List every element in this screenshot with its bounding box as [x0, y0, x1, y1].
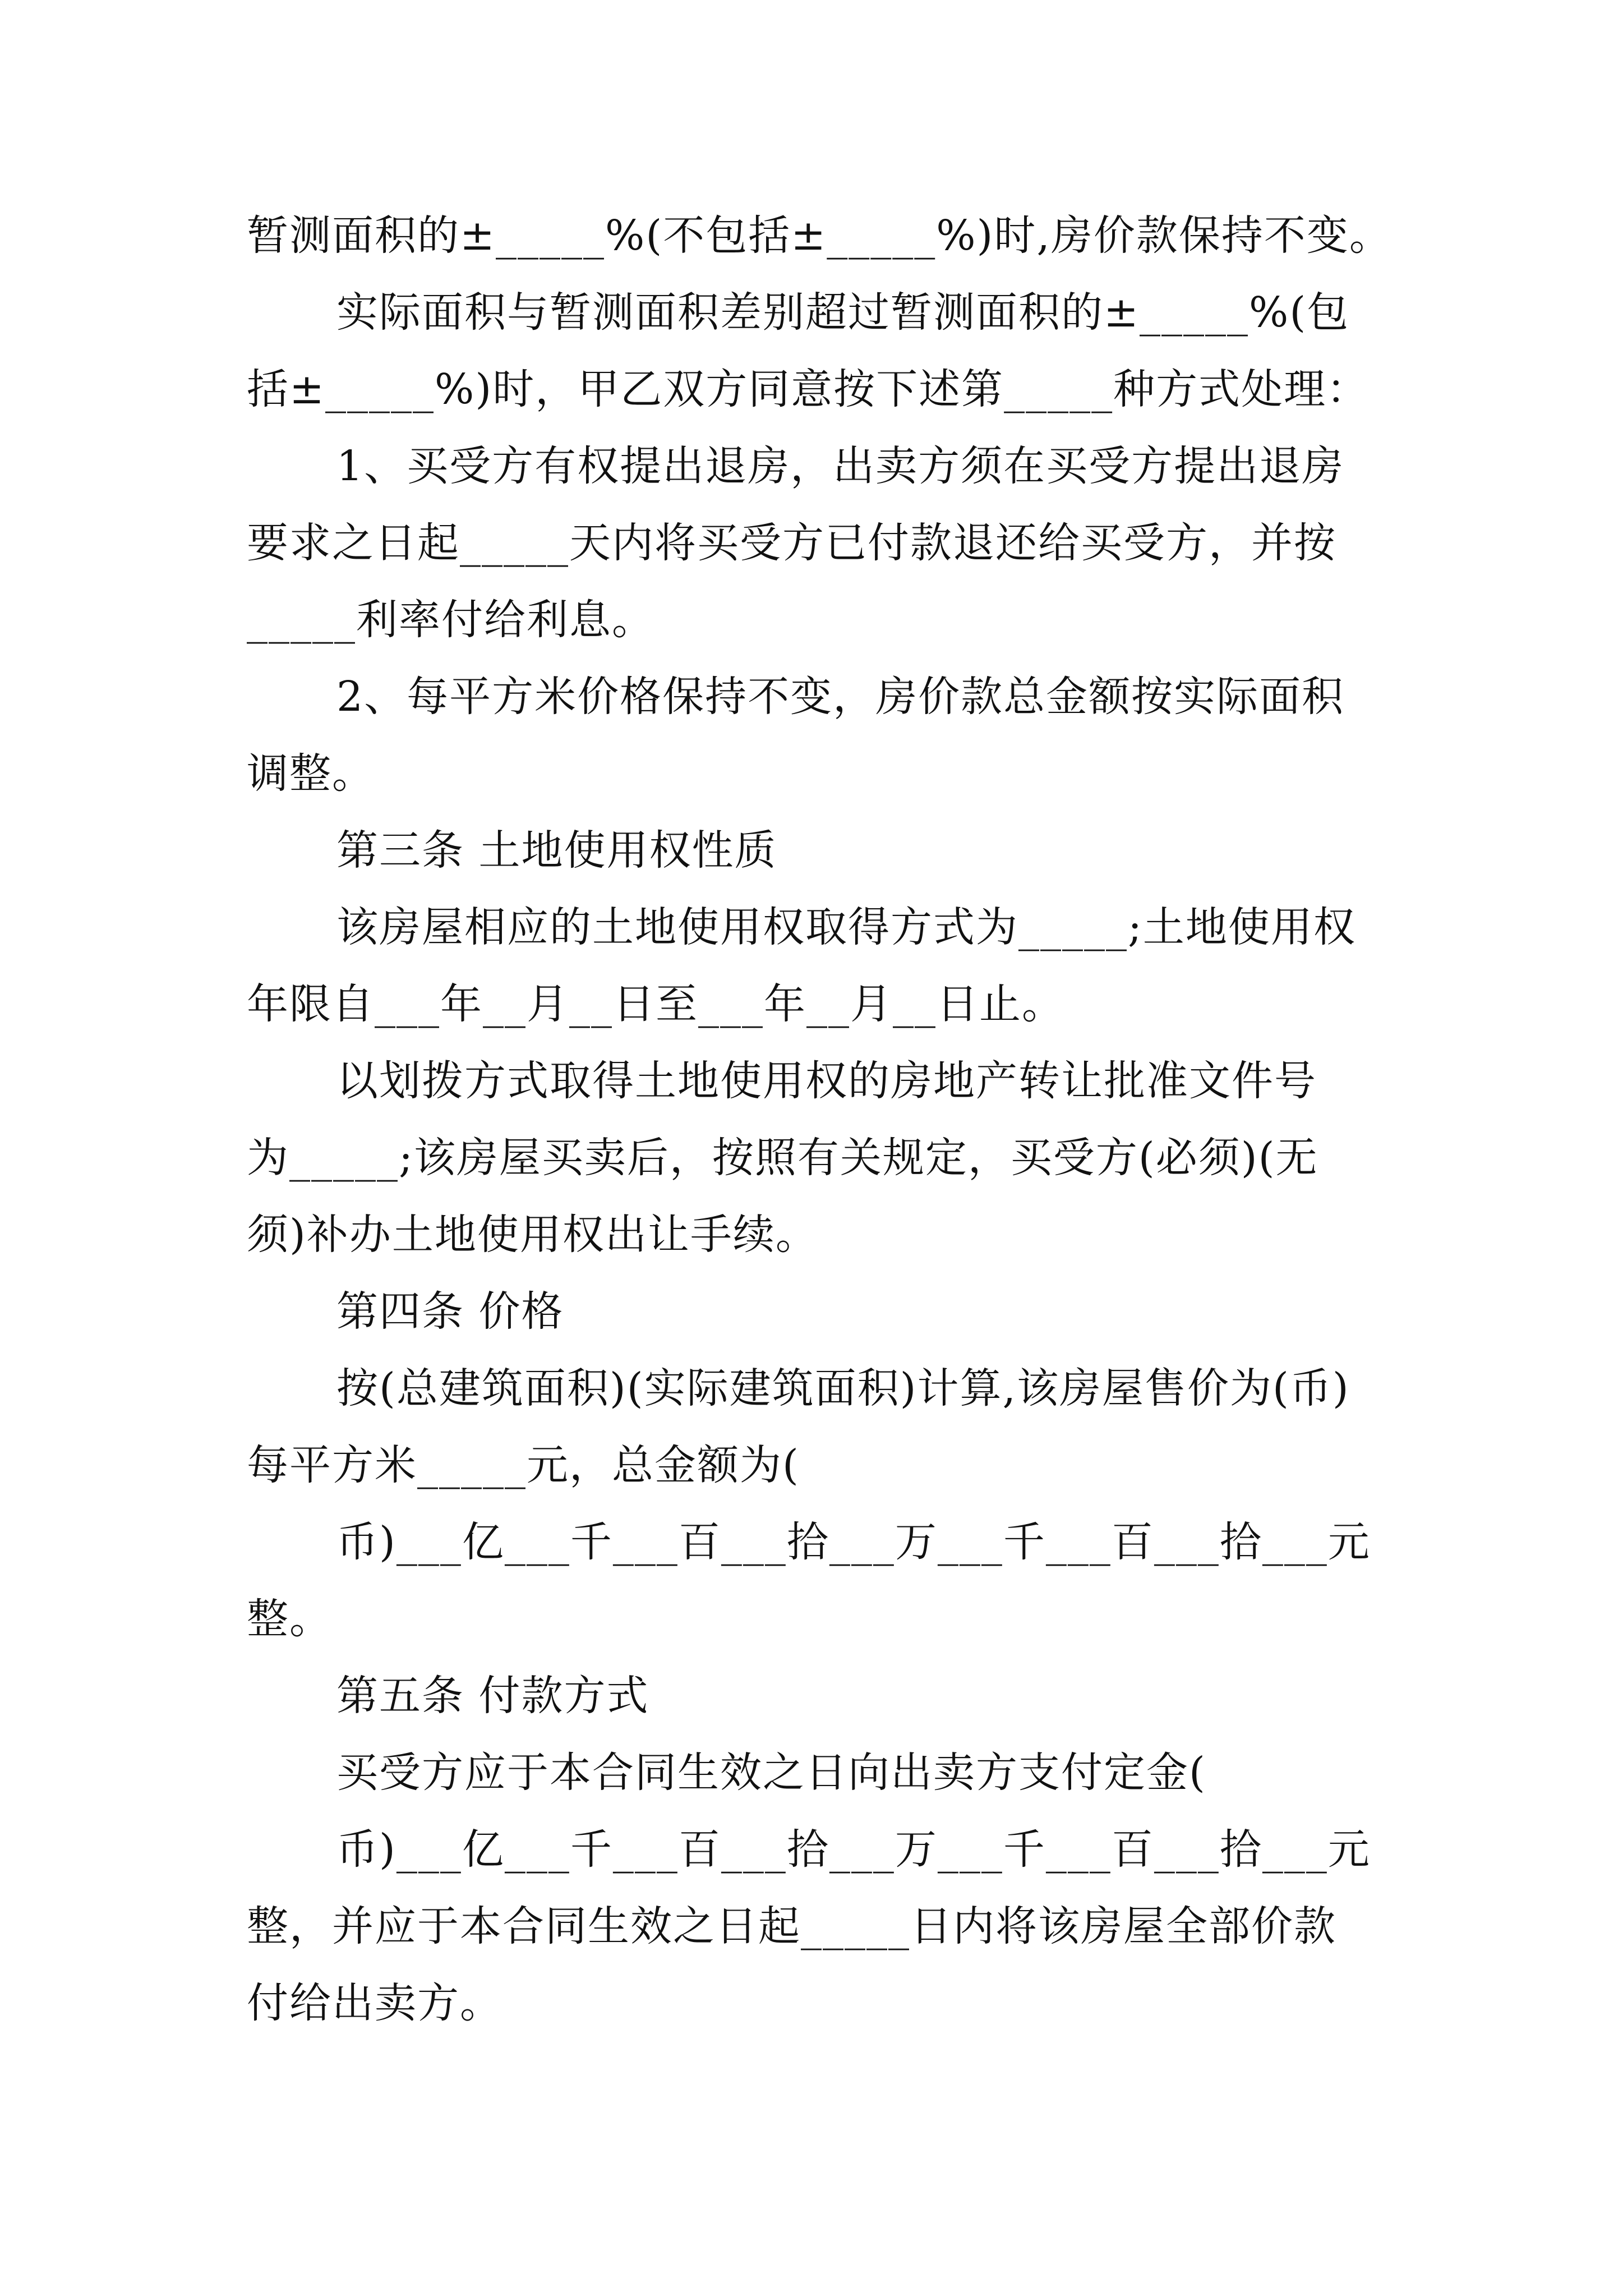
text-line: 须)补办土地使用权出让手续。 [247, 1211, 818, 1259]
text-line: 要求之日起_____天内将买受方已付款退还给买受方，并按 [247, 519, 1336, 567]
text-line: 整，并应于本合同生效之日起_____日内将该房屋全部价款 [247, 1902, 1336, 1950]
text-line: 括±_____%)时，甲乙双方同意按下述第_____种方式处理： [247, 365, 1370, 413]
text-line: 调整。 [247, 749, 375, 798]
text-line: 1、买受方有权提出退房，出卖方须在买受方提出退房 [336, 442, 1345, 490]
text-line: 暂测面积的±_____%(不包括±_____%)时,房价款保持不变。 [247, 211, 1392, 260]
text-line: 该房屋相应的土地使用权取得方式为_____;土地使用权 [336, 903, 1356, 951]
text-line: 2、每平方米价格保持不变，房价款总金额按实际面积 [336, 673, 1345, 721]
text-line: 按(总建筑面积)(实际建筑面积)计算,该房屋售价为(币) [336, 1364, 1350, 1412]
text-line: 付给出卖方。 [247, 1979, 502, 2027]
text-line: 币)___亿___千___百___拾___万___千___百___拾___元 [336, 1825, 1371, 1874]
text-line: 币)___亿___千___百___拾___万___千___百___拾___元 [336, 1518, 1371, 1566]
text-line: 实际面积与暂测面积差别超过暂测面积的±_____%(包 [336, 288, 1350, 337]
text-line: 整。 [247, 1595, 332, 1643]
text-line: 为_____;该房屋买卖后，按照有关规定，买受方(必须)(无 [247, 1134, 1318, 1182]
text-line: 每平方米_____元，总金额为( [247, 1441, 800, 1489]
section-heading: 第五条 付款方式 [336, 1672, 649, 1720]
text-line: 年限自___年__月__日至___年__月__日止。 [247, 980, 1064, 1028]
section-heading: 第四条 价格 [336, 1287, 564, 1336]
text-line: 买受方应于本合同生效之日向出卖方支付定金( [336, 1749, 1206, 1797]
section-heading: 第三条 土地使用权性质 [336, 826, 777, 875]
contract-page [247, 197, 1392, 2042]
text-line: 以划拨方式取得土地使用权的房地产转让批准文件号 [336, 1057, 1317, 1105]
text-line: _____利率付给利息。 [247, 596, 654, 644]
